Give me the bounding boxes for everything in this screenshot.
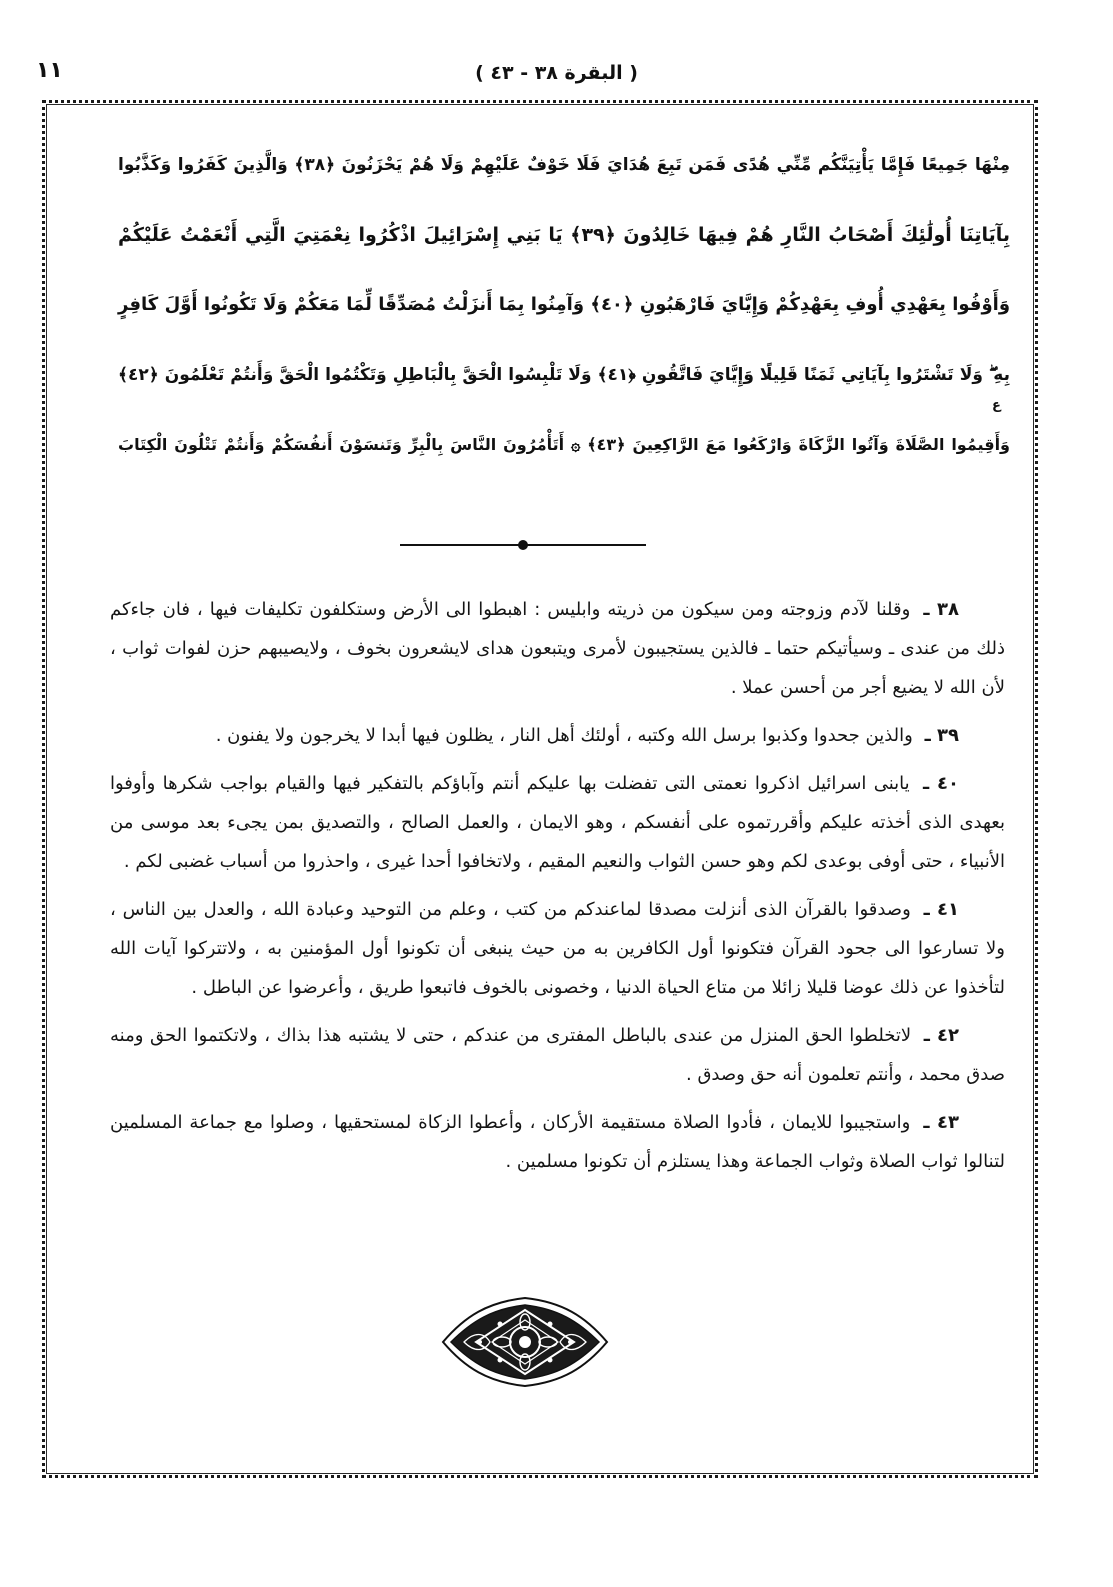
commentary-paragraph (110, 1016, 1005, 1094)
divider-dot-icon (518, 540, 528, 550)
paragraph-text: والذين جحدوا وكذبوا برسل الله وكتبه ، أولئك أهل النار ، يظلون فيها أبدا لا يخرجون ولا يفنون . (215, 725, 913, 746)
paragraph-number: ٤١ ـ (923, 899, 959, 920)
verse-line: مِنْهَا جَمِيعًا فَإِمَّا يَأْتِيَنَّكُم مِّنِّي هُدًى فَمَن تَبِعَ هُدَايَ فَلَا خَوْفٌ عَلَيْهِمْ وَلَا هُمْ يَحْزَنُونَ ﴿٣٨﴾ وَالَّذِينَ كَفَرُوا وَكَذَّبُوا (118, 155, 1010, 175)
paragraph-number: ٤٠ ـ (923, 773, 959, 794)
ruku-mark: ع (992, 398, 1001, 413)
verse-line: بِهِ ۖ وَلَا تَشْتَرُوا بِآيَاتِي ثَمَنًا قَلِيلًا وَإِيَّايَ فَاتَّقُونِ ﴿٤١﴾ وَلَا تَلْبِسُوا الْحَقَّ بِالْبَاطِلِ وَتَكْتُمُوا الْحَقَّ وَأَنتُمْ تَعْلَمُونَ ﴿٤٢﴾ (118, 365, 1010, 385)
verse-line: وَأَقِيمُوا الصَّلَاةَ وَآتُوا الزَّكَاةَ وَارْكَعُوا مَعَ الرَّاكِعِينَ ﴿٤٣﴾ ۞ أَتَأْمُرُونَ النَّاسَ بِالْبِرِّ وَتَنسَوْنَ أَنفُسَكُمْ وَأَنتُمْ تَتْلُونَ الْكِتَابَ (118, 435, 1010, 454)
paragraph-text: يابنى اسرائيل اذكروا نعمتى التى تفضلت بها عليكم أنتم وآباؤكم بالتفكير فيها والقيام بواجب شكرها وأوفوا بعهدى الذى أخذته عليكم وأقررتموه على أنفسكم ، وهو الايمان ، والعمل الصالح ، والتصديق بمن يجىء بعد موسى من الأنبياء ، حتى أوفى بوعدى لكم وهو حسن الثواب والنعيم المقيم ، ولاتخافوا أحدا غيرى ، واحذروا من أسباب غضبى لكم . (110, 773, 1005, 872)
commentary-paragraph (110, 890, 1005, 1007)
page-number: ١١ (36, 58, 63, 83)
paragraph-text: واستجيبوا للايمان ، فأدوا الصلاة مستقيمة الأركان ، وأعطوا الزكاة لمستحقيها ، وصلوا مع جماعة المسلمين لتنالوا ثواب الصلاة وثواب الجماعة وهذا يستلزم أن تكونوا مسلمين . (110, 1112, 1005, 1172)
commentary-paragraph (110, 716, 1005, 755)
commentary-paragraph (110, 590, 1005, 707)
paragraph-text: لاتخلطوا الحق المنزل من عندى بالباطل المفترى من عندكم ، حتى لا يشتبه هذا بذاك ، ولاتكتموا الحق ومنه صدق محمد ، وأنتم تعلمون أنه حق وصدق . (110, 1025, 1005, 1085)
page-header-title: ( البقرة ٣٨ - ٤٣ ) (475, 62, 638, 84)
paragraph-number: ٣٨ ـ (923, 599, 959, 620)
verse-line: بِآيَاتِنَا أُولَٰئِكَ أَصْحَابُ النَّارِ هُمْ فِيهَا خَالِدُونَ ﴿٣٩﴾ يَا بَنِي إِسْرَائِيلَ اذْكُرُوا نِعْمَتِيَ الَّتِي أَنْعَمْتُ عَلَيْكُمْ (118, 224, 1010, 246)
paragraph-text: وقلنا لآدم وزوجته ومن سيكون من ذريته وابليس : اهبطوا الى الأرض وستكلفون تكليفات فيها ، فان جاءكم ذلك من عندى ـ وسيأتيكم حتما ـ فالذين يستجيبون لأمرى ويتبعون هداى لايشعرون بخوف ، ولايصيبهم حزن لفوات ثواب ، لأن الله لا يضيع أجر من أحسن عملا . (110, 599, 1005, 698)
ornament-medallion-icon (440, 1294, 610, 1390)
verse-line: وَأَوْفُوا بِعَهْدِي أُوفِ بِعَهْدِكُمْ وَإِيَّايَ فَارْهَبُونِ ﴿٤٠﴾ وَآمِنُوا بِمَا أَنزَلْتُ مُصَدِّقًا لِّمَا مَعَكُمْ وَلَا تَكُونُوا أَوَّلَ كَافِرٍ (118, 294, 1011, 315)
paragraph-number: ٤٢ ـ (923, 1025, 959, 1046)
commentary-block (110, 590, 1005, 1190)
commentary-paragraph (110, 764, 1005, 881)
quran-verses-block (118, 130, 1010, 480)
commentary-paragraph (110, 1103, 1005, 1181)
paragraph-number: ٣٩ ـ (924, 725, 959, 746)
paragraph-number: ٤٣ ـ (923, 1112, 960, 1133)
paragraph-text: وصدقوا بالقرآن الذى أنزلت مصدقا لماعندكم من كتب ، وعلم من التوحيد وعبادة الله ، والعدل بين الناس ، ولا تسارعوا الى جحود القرآن فتكونوا أول الكافرين به من حيث ينبغى أن تكونوا أول المؤمنين به ، ولاتتركوا آيات الله لتأخذوا عن ذلك عوضا قليلا زائلا من متاع الحياة الدنيا ، وخصونى بالخوف فاتبعوا طريق ، وأعرضوا عن الباطل . (110, 899, 1005, 998)
